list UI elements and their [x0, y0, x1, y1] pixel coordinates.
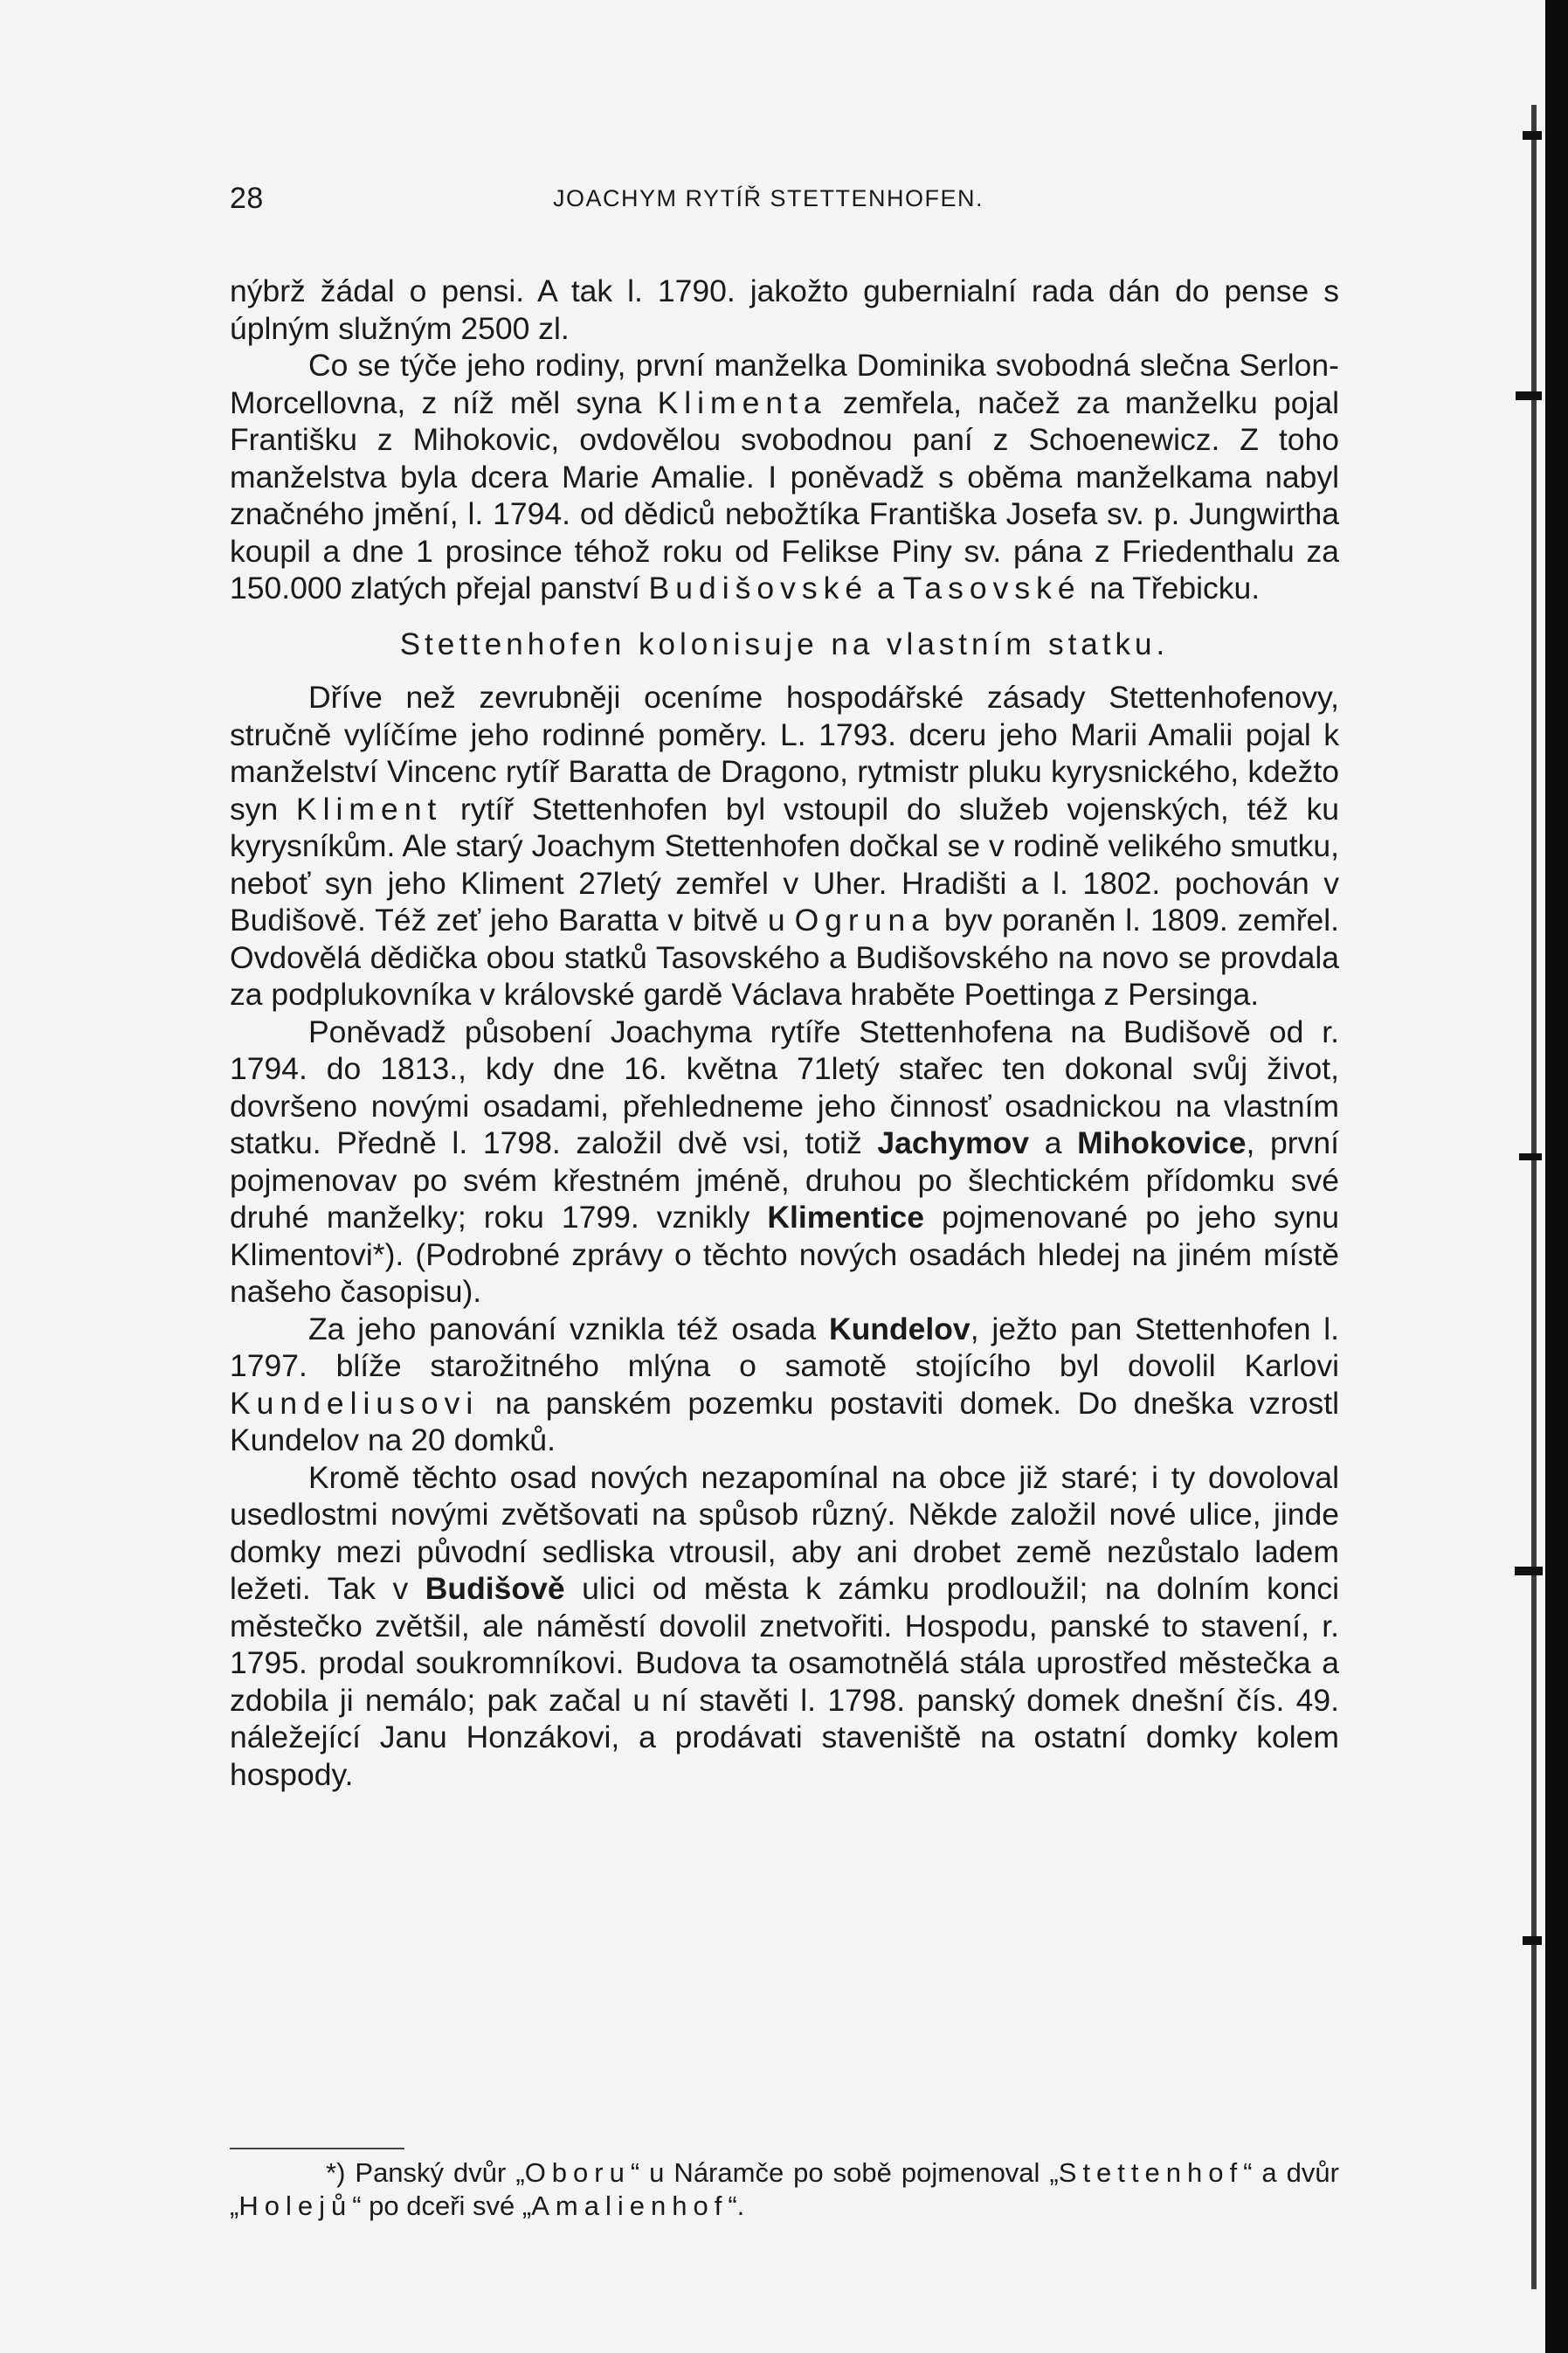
footnote-text: “ u Náramče po sobě pojmenoval „	[630, 2157, 1059, 2188]
paragraph-text: pojmenované po jeho synu Klimentovi*). (Podrobné zprávy o těchto nových osadách hledej na jiném místě našeho časopisu).	[230, 1200, 1339, 1309]
bold-place-name: Jachymov	[877, 1125, 1030, 1160]
spaced-name: Kliment	[295, 791, 443, 827]
scan-mark	[1523, 131, 1542, 140]
spaced-name: Budišovské	[648, 571, 869, 606]
page-header	[230, 182, 1339, 225]
footnote-text: *) Panský dvůr „	[326, 2157, 525, 2188]
paragraph-text: nýbrž žádal o pensi. A tak l. 1790. jakožto gubernialní rada dán do pense s úplným služným 2500 zl.	[230, 273, 1339, 346]
paragraph-text: Poněvadž působení Joachyma rytíře Stettenhofena na Budišově od r. 1794. do 1813., kdy dne 16. května 71letý stařec ten dokonal svůj život, dovršeno novými osadami, přehledneme jeho činnosť osadnickou na vlastním statku. Předně l. 1798. založil dvě vsi, totiž	[230, 1014, 1339, 1160]
bold-place-name: Kundelov	[828, 1311, 971, 1346]
spaced-name: Tasovské	[902, 571, 1081, 606]
footnote-text: “ po dceři své „	[352, 2190, 532, 2221]
paragraph-text: , ježto pan Stettenhofen l. 1797. blíže starožitného mlýna o samotě stojícího byl dovolil Karlovi	[230, 1311, 1340, 1383]
footnote-rule	[230, 2148, 404, 2149]
scan-mark	[1515, 1567, 1543, 1575]
bold-place-name: Mihokovice	[1077, 1125, 1247, 1160]
scan-dark-edge	[1545, 0, 1568, 2353]
paragraph	[230, 273, 1339, 347]
paragraph-text: Kromě těchto osad nových nezapomínal na obce již staré; i ty dovoloval usedlostmi novými zvětšovati na spůsob různý. Někde založil nové ulice, jinde domky mezi původní sedliska vtrousil, aby ani drobet země nezůstalo ladem ležeti. Tak v	[230, 1459, 1339, 1606]
paragraph-text: rytíř Stettenhofen byl vstoupil do služeb vojenských, též ku kyrysníkům. Ale starý Joachym Stettenhofen dočkal se v rodině velikého smutku, neboť syn jeho Kliment 27letý zemřel v Uher. Hradišti a l. 1802. pochován v Budišově. Též zeť jeho Baratta v bitvě u	[230, 791, 1339, 938]
scan-mark	[1516, 391, 1542, 400]
spaced-name: Stettenhof	[1058, 2157, 1244, 2188]
spaced-name: Kundeliusovi	[230, 1385, 480, 1421]
paragraph-text: zemřela, načež za manželku pojal Františku z Mihokovic, ovdovělou svobodnou paní z Schoenewicz. Z toho manželstva byla dcera Marie Amalie. I poněvadž s oběma manželkama nabyl značného jmění, l. 1794. od dědiců nebožtíka Františka Josefa sv. p. Jungwirtha koupil a dne 1 prosince téhož roku od Felikse Piny sv. pána z Friedenthalu za 150.000 zlatých přejal panství	[230, 384, 1339, 606]
paragraph	[230, 1459, 1339, 1794]
paragraph-text: na panském pozemku postaviti domek. Do dneška vzrostl Kundelov na 20 domků.	[230, 1385, 1339, 1457]
spaced-name: Amalienhof	[531, 2190, 729, 2221]
spaced-name: Oboru	[524, 2157, 631, 2188]
paragraph-text: byv poraněn l. 1809. zemřel. Ovdovělá dědička obou statků Tasovského a Budišovského na novo se provdala za podplukovníka v královské gardě Václava hraběte Poettinga z Persinga.	[230, 903, 1340, 1012]
bold-place-name: Budišově	[425, 1571, 565, 1606]
paragraph-text: Dříve než zevrubněji oceníme hospodářské zásady Stettenhofenovy, stručně vylíčíme jeho rodinné poměry. L. 1793. dceru jeho Marii Amalii pojal k manželství Vincenc rytíř Baratta de Dragono, rytmistr pluku kyrysnického, kdežto syn	[230, 680, 1339, 827]
paragraph	[230, 679, 1339, 1014]
paragraph	[230, 1014, 1339, 1311]
footnote	[230, 2156, 1339, 2223]
footnote-text: “.	[728, 2190, 745, 2221]
paragraph-text: Za jeho panování vznikla též osada	[308, 1311, 829, 1346]
paragraph-text: a	[868, 571, 903, 606]
spaced-name: Klimenta	[657, 384, 827, 420]
scan-edge-line	[1531, 105, 1537, 2289]
bold-place-name: Klimentice	[767, 1200, 924, 1235]
paragraph-text: ulici od města k zámku prodloužil; na dolním konci městečko zvětšil, ale náměstí dovolil znetvořiti. Hospodu, panské to stavení, r. 1795. prodal soukromníkovi. Budova ta osamotnělá stála uprostřed městečka a zdobila ji nemálo; pak začal u ní stavěti l. 1798. panský domek dnešní čís. 49. náležející Janu Honzákovi, a prodávati staveniště na ostatní domky kolem hospody.	[230, 1571, 1339, 1792]
page-number: 28	[230, 182, 264, 215]
main-text	[230, 273, 1339, 1793]
scan-mark	[1519, 1153, 1542, 1160]
section-heading: Stettenhofen kolonisuje na vlastním statku.	[399, 626, 1170, 661]
paragraph-text: , první pojmenovav po svém křestném jméně, druhou po šlechtickém přídomku své druhé manželky; roku 1799. vznikly	[230, 1125, 1339, 1235]
paragraph-text: Co se týče jeho rodiny, první manželka Dominika svobodná slečna Serlon-Morcellovna, z níž měl syna	[230, 348, 1339, 420]
spaced-name: Holejů	[238, 2190, 353, 2221]
footnote-text: “ a dvůr „	[230, 2157, 1339, 2221]
running-head: JOACHYM RYTÍŘ STETTENHOFEN.	[553, 185, 984, 211]
scan-mark	[1523, 1936, 1542, 1945]
paragraph-text: a	[1029, 1125, 1078, 1160]
paragraph	[230, 347, 1339, 607]
paragraph-text: na Třebicku.	[1081, 571, 1261, 606]
paragraph	[230, 1311, 1339, 1459]
spaced-name: Ogruna	[794, 903, 935, 938]
